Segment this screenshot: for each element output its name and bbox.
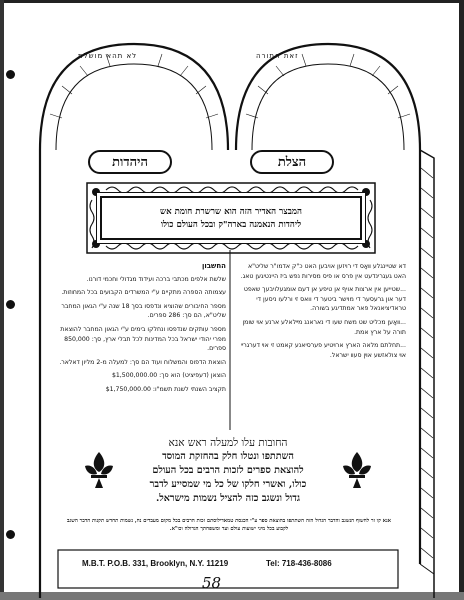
page-number: 58 — [202, 574, 222, 592]
right-arc-text: זאת התורה — [256, 52, 299, 60]
banner-line-2: ליהדות הנאמנה בארה"ק ובכל העולם כולו — [160, 220, 302, 230]
appeal-text — [60, 436, 396, 506]
appeal-line-1: החובות עלו למעלה ראש אנא — [168, 437, 288, 449]
right-paragraph: ...שטייען אין ארצות אויף אן טיפע אן דעם אומגעלויבעך שאפט דער און גרעסער די מוישר ביטער די וואס זי ורלעו ניסען די טראדיציאנאל פאר אמתדיגע בשורה. — [243, 286, 406, 313]
fine-print: אנא קו זר לחשוף הנשגב והדבר הגדול הזה השתתפו בהוצאת ספר ע"י הכנסת טמאדילוסתם זכות הרבים בכל מקום מעבדים נח, נשמות תחדש תקנות הדבר השגב לקבוע בכל מיני ישועות עולם ועד ומשפחתך הגדולה וכו"א. — [66, 518, 392, 532]
right-paragraph: דא שטיינגלע װאָס די רויזען אויבען האט כ"ק אדמו"ר שליט"א האט געגרינדעט אין פרס או פיס מסירות נפש ביז היינטיגען טאג. — [240, 263, 406, 280]
left-item: מספר עותקים שנדפסו ונחלקו בימים ע"י הגאון המחבר להוצאת מפרי יהודי ישראל בכל המדינות לכל תבלי ארץ, סך: 850,000 ספרים. — [60, 325, 226, 353]
left-item: תקציב השנתי לשנת תשמ"ו: $1,750,000.00 — [105, 385, 226, 393]
banner — [100, 196, 362, 240]
right-tablet-header: הצלת — [250, 150, 334, 174]
left-item: עצמותה הספרה מתקיים ע"י המשרדים הקבועים בכל המחוזות. — [61, 289, 226, 297]
left-item: שלשת אלפים מכתבי ברכה ועידוד מגדולי וחכמי דורנו. — [86, 275, 226, 283]
left-column-heading: החשבון — [201, 262, 226, 270]
left-item: מספר החיבורים שהוציא ונדפסו בסך 18 שנה ע"י הגאון המחבר שליט"א, הם סך: 286 ספרים. — [61, 302, 226, 320]
footer-address: M.B.T. P.O.B. 331, Brooklyn, N.Y. 11219 — [82, 559, 229, 568]
right-column — [236, 262, 406, 364]
footer-telephone: Tel: 718-436-8086 — [266, 559, 332, 568]
left-item: הוצאת הדפוס והמשלוח ועוד הם סך: למעלה מ-2 מליון דאלאר. — [59, 358, 226, 366]
left-tablet-header: היהדות — [88, 150, 172, 174]
left-arc-text: לא תהא מושלת — [78, 52, 138, 60]
banner-line-1: המבצר האדיר הזה הוא שרשרת חומת אש — [160, 207, 302, 217]
left-column — [58, 262, 226, 399]
appeal-line-3: להוצאת ספרים לזכות הרבים בכל העולם — [152, 465, 304, 476]
appeal-line-4: כולו, ואשרי חלקו של כל מי שמסייע לדבר — [149, 479, 307, 490]
appeal-line-2: השתתפו ונטלו חלק בהחזקת המוסד — [162, 451, 294, 462]
scan-edge-left — [0, 0, 4, 600]
appeal-line-5: גדול ונשגב כזה להציל נשמות מישראל. — [155, 493, 301, 504]
punch-hole-middle — [6, 300, 15, 309]
right-paragraph: ...װאָען מכליט שט משח שעו די נאראנג מײלאלע ארנע אױ שומן תורה על ארץ אמת. — [242, 318, 406, 336]
punch-hole-bottom — [6, 530, 15, 539]
punch-hole-top — [6, 70, 15, 79]
right-paragraph: ...תחלתם מלאה הארץ ארױטיע פערסיאנע קאמט זי אױ דערגרײ אױ צולאזשע אױן סעװ ישראל. — [241, 342, 406, 359]
scan-edge-top — [0, 0, 464, 3]
scan-edge-right — [459, 0, 464, 600]
left-item: הוצאן (דעפיציט) הוא סך: $1,500,000.00 — [111, 372, 226, 380]
